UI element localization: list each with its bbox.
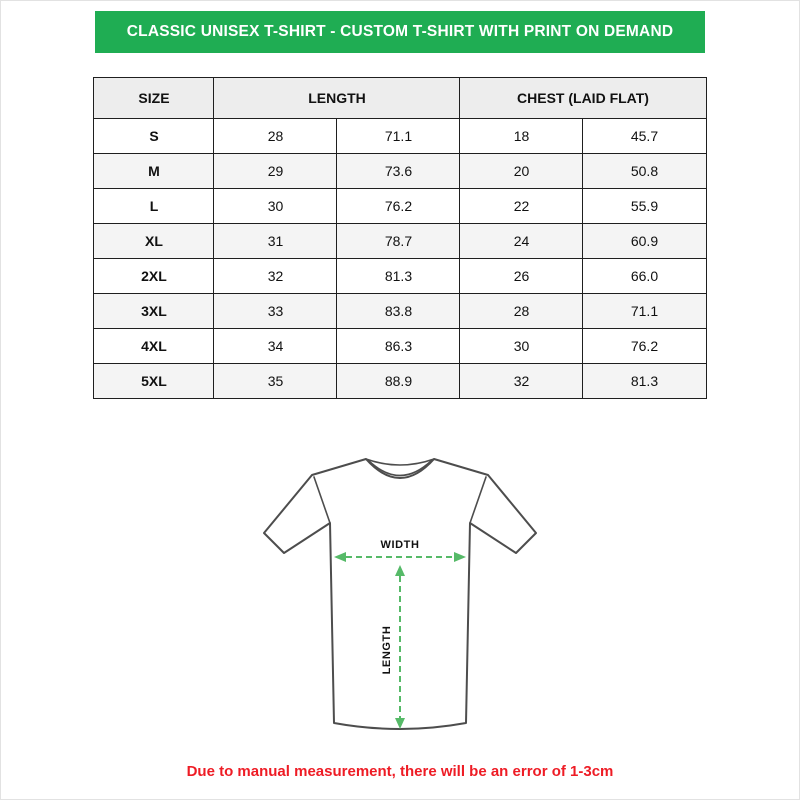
chest-cm-cell: 45.7 — [583, 119, 706, 154]
length-in-cell: 31 — [214, 224, 337, 259]
chest-cm-cell: 81.3 — [583, 364, 706, 399]
chest-cm-cell: 66.0 — [583, 259, 706, 294]
table-row — [94, 189, 706, 224]
chest-cm-cell: 50.8 — [583, 154, 706, 189]
chest-in-cell: 20 — [460, 154, 583, 189]
width-label: WIDTH — [380, 539, 420, 551]
length-cm-cell: 71.1 — [337, 119, 460, 154]
chest-in-cell: 24 — [460, 224, 583, 259]
table-header-row — [94, 78, 706, 119]
table-row — [94, 294, 706, 329]
size-cell: 2XL — [94, 259, 214, 294]
chest-cm-cell: 55.9 — [583, 189, 706, 224]
size-cell: XL — [94, 224, 214, 259]
length-cm-cell: 83.8 — [337, 294, 460, 329]
measurement-diagram — [1, 445, 799, 745]
length-cm-cell: 73.6 — [337, 154, 460, 189]
chest-in-cell: 22 — [460, 189, 583, 224]
table-row — [94, 259, 706, 294]
tshirt-drawing — [250, 445, 550, 745]
length-in-cell: 28 — [214, 119, 337, 154]
length-cm-cell: 81.3 — [337, 259, 460, 294]
title-banner — [95, 11, 705, 53]
chest-in-cell: 18 — [460, 119, 583, 154]
size-chart-table — [93, 77, 706, 399]
length-in-cell: 35 — [214, 364, 337, 399]
length-in-cell: 29 — [214, 154, 337, 189]
size-cell: 5XL — [94, 364, 214, 399]
length-in-cell: 33 — [214, 294, 337, 329]
chest-in-cell: 32 — [460, 364, 583, 399]
size-cell: M — [94, 154, 214, 189]
length-cm-cell: 88.9 — [337, 364, 460, 399]
length-in-cell: 32 — [214, 259, 337, 294]
table-row — [94, 154, 706, 189]
table-row — [94, 329, 706, 364]
page-title: CLASSIC UNISEX T-SHIRT - CUSTOM T-SHIRT WITH PRINT ON DEMAND — [126, 23, 674, 40]
table-row — [94, 364, 706, 399]
header-size: SIZE — [94, 78, 214, 119]
size-cell: 4XL — [94, 329, 214, 364]
chest-cm-cell: 60.9 — [583, 224, 706, 259]
header-chest: CHEST (LAID FLAT) — [460, 78, 706, 119]
collar-back-line — [366, 459, 434, 465]
chest-in-cell: 30 — [460, 329, 583, 364]
chest-cm-cell: 71.1 — [583, 294, 706, 329]
length-label: LENGTH — [381, 625, 393, 675]
length-cm-cell: 86.3 — [337, 329, 460, 364]
chest-in-cell: 26 — [460, 259, 583, 294]
size-cell: L — [94, 189, 214, 224]
chest-in-cell: 28 — [460, 294, 583, 329]
length-cm-cell: 76.2 — [337, 189, 460, 224]
chest-cm-cell: 76.2 — [583, 329, 706, 364]
size-cell: S — [94, 119, 214, 154]
header-length: LENGTH — [214, 78, 460, 119]
length-in-cell: 30 — [214, 189, 337, 224]
length-in-cell: 34 — [214, 329, 337, 364]
table-row — [94, 224, 706, 259]
table-row — [94, 119, 706, 154]
size-cell: 3XL — [94, 294, 214, 329]
disclaimer-text: Due to manual measurement, there will be an error of 1-3cm — [186, 763, 614, 780]
length-cm-cell: 78.7 — [337, 224, 460, 259]
